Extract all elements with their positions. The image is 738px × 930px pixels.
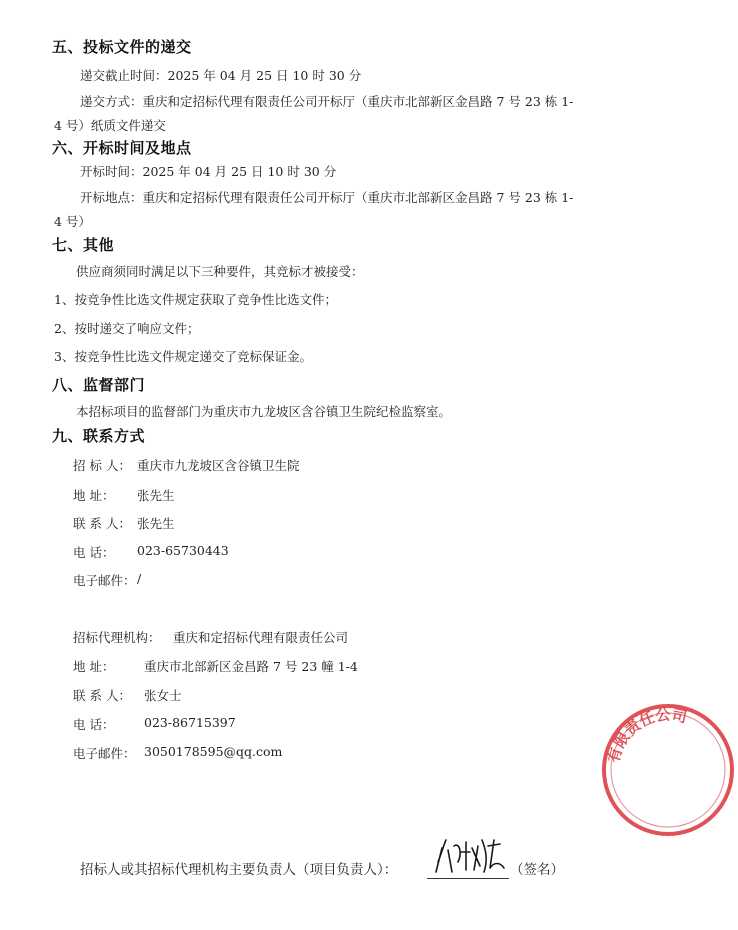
section-9-heading: 九、联系方式 [52, 427, 146, 445]
svg-text:有限责任公司 [604, 705, 688, 764]
company-seal [598, 700, 738, 840]
tenderer-phone-label: 电 话： [73, 545, 115, 560]
opening-place-line2: 4 号） [54, 214, 91, 229]
agency-contact: 张女士 [144, 688, 182, 703]
tenderer-email: / [137, 571, 142, 586]
signature-suffix: （签名） [510, 862, 564, 878]
submission-method-line2: 4 号）纸质文件递交 [54, 118, 166, 133]
tenderer-contact-label: 联 系 人： [73, 516, 131, 531]
section-6-heading: 六、开标时间及地点 [52, 139, 192, 157]
section-7-heading: 七、其他 [52, 236, 115, 254]
supervision-text: 本招标项目的监督部门为重庆市九龙坡区含谷镇卫生院纪检监察室。 [76, 404, 452, 419]
tenderer-address-label: 地 址： [73, 488, 115, 503]
agency-address-label: 地 址： [73, 659, 115, 674]
section-8-heading: 八、监督部门 [52, 376, 146, 394]
seal-text: 有限责任公司 [604, 705, 689, 765]
agency-name: 重庆和定招标代理有限责任公司 [173, 630, 349, 645]
submission-method-line1: 递交方式：重庆和定招标代理有限责任公司开标厅（重庆市北部新区金昌路 7 号 23 栋 1- [80, 94, 574, 109]
submission-deadline: 递交截止时间：2025 年 04 月 25 日 10 时 30 分 [80, 68, 362, 83]
tenderer-name-label: 招 标 人： [73, 458, 131, 473]
section-5-heading: 五、投标文件的递交 [52, 38, 192, 56]
tenderer-contact: 张先生 [137, 516, 175, 531]
requirement-item: 3、按竞争性比选文件规定递交了竞标保证金。 [54, 349, 312, 364]
agency-email: 3050178595@qq.com [144, 744, 283, 759]
signature-prefix: 招标人或其招标代理机构主要负责人（项目负责人）： [80, 862, 398, 878]
tenderer-name: 重庆市九龙坡区含谷镇卫生院 [137, 458, 300, 473]
agency-phone: 023-86715397 [144, 715, 236, 730]
tenderer-email-label: 电子邮件： [73, 573, 136, 588]
requirement-item: 2、按时递交了响应文件； [54, 321, 200, 336]
agency-address: 重庆市北部新区金昌路 7 号 23 幢 1-4 [144, 659, 358, 674]
tenderer-phone: 023-65730443 [137, 543, 229, 558]
tenderer-address: 张先生 [137, 488, 175, 503]
agency-name-label: 招标代理机构： [73, 630, 161, 645]
opening-place-line1: 开标地点：重庆和定招标代理有限责任公司开标厅（重庆市北部新区金昌路 7 号 23 栋 1- [80, 190, 574, 205]
requirements-intro: 供应商须同时满足以下三种要件，其竞标才被接受： [76, 264, 364, 279]
agency-phone-label: 电 话： [73, 717, 115, 732]
opening-time: 开标时间：2025 年 04 月 25 日 10 时 30 分 [80, 164, 337, 179]
agency-email-label: 电子邮件： [73, 746, 136, 761]
agency-contact-label: 联 系 人： [73, 688, 131, 703]
requirement-item: 1、按竞争性比选文件规定获取了竞争性比选文件； [54, 292, 337, 307]
handwritten-signature [430, 832, 520, 880]
